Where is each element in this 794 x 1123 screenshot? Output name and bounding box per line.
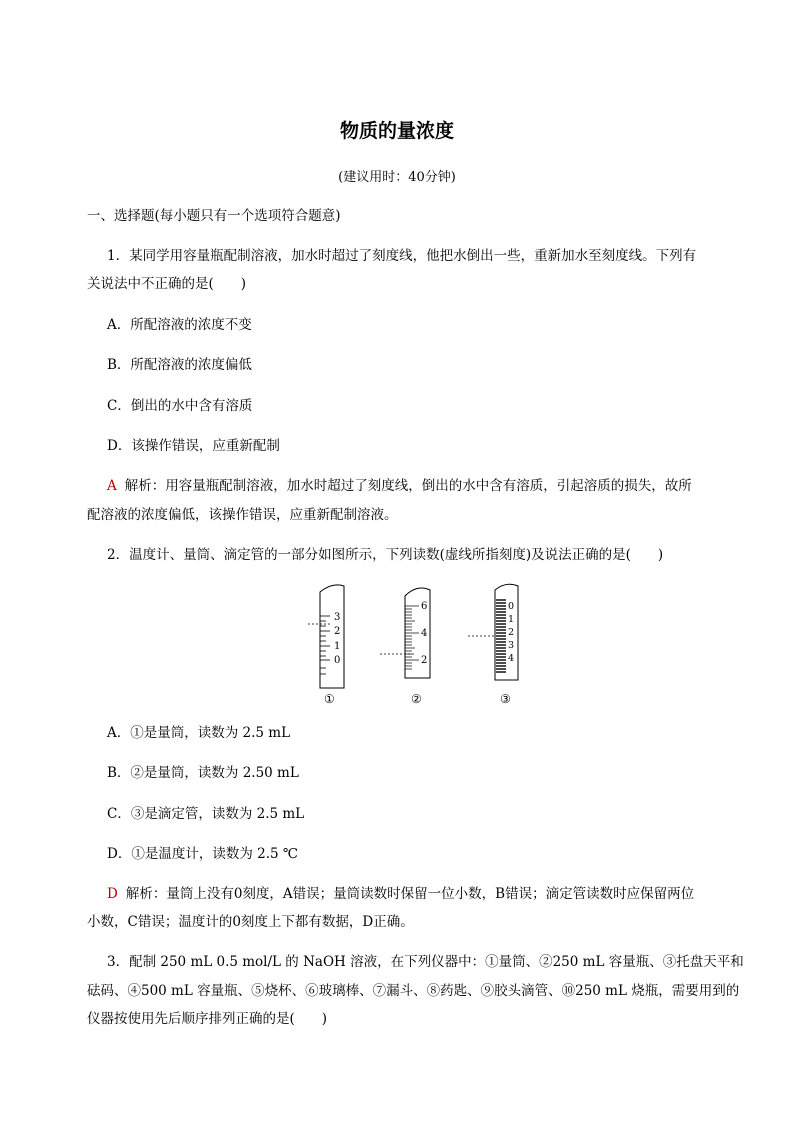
q2-option-b: B．②是量筒，读数为 2.50 mL bbox=[107, 765, 299, 781]
instrument-2 bbox=[380, 588, 430, 706]
page-title: 物质的量浓度 bbox=[339, 120, 454, 142]
scale2-label: 4 bbox=[421, 628, 428, 639]
q2-option-d: D．①是温度计，读数为 2.5 ℃ bbox=[107, 846, 298, 862]
instrument-1 bbox=[308, 585, 344, 706]
scale3-label: 3 bbox=[508, 640, 515, 651]
q1-stem-line2: 关说法中不正确的是( ) bbox=[87, 276, 247, 292]
q1-option-b: B．所配溶液的浓度偏低 bbox=[107, 357, 252, 373]
q2-analysis-line2: 小数，C错误；温度计的0刻度上下都有数据，D正确。 bbox=[87, 914, 414, 930]
scale3-label: 1 bbox=[508, 614, 515, 625]
section-heading: 一、选择题(每小题只有一个选项符合题意) bbox=[87, 208, 341, 224]
q1-analysis-line2: 配溶液的浓度偏低，该操作错误，应重新配制溶液。 bbox=[87, 507, 398, 523]
q1-option-a: A．所配溶液的浓度不变 bbox=[107, 317, 252, 333]
figure-label-1: ① bbox=[324, 692, 335, 706]
scale1-label: 2 bbox=[334, 626, 341, 637]
measuring-instruments-figure bbox=[300, 578, 530, 708]
q1-answer: A bbox=[107, 478, 117, 494]
figure-label-3: ③ bbox=[500, 692, 511, 706]
q2-answer: D bbox=[107, 886, 118, 902]
instrument-3 bbox=[468, 584, 518, 706]
q1-option-c: C．倒出的水中含有溶质 bbox=[107, 398, 253, 414]
scale3-label: 0 bbox=[508, 601, 515, 612]
scale1-label: 0 bbox=[334, 655, 341, 666]
figure-label-2: ② bbox=[411, 692, 422, 706]
q2-analysis-text: 解析：量筒上没有0刻度，A错误；量筒读数时保留一位小数，B错误；滴定管读数时应保留两位 bbox=[125, 886, 695, 902]
q3-line2: 砝码、④500 mL 容量瓶、⑤烧杯、⑥玻璃棒、⑦漏斗、⑧药匙、⑨胶头滴管、⑩250 mL 烧瓶，需要用到的 bbox=[87, 983, 740, 999]
scale3-label: 2 bbox=[508, 627, 515, 638]
scale1-label: 3 bbox=[334, 612, 341, 623]
q3-line3: 仪器按使用先后顺序排列正确的是( ) bbox=[87, 1011, 328, 1027]
page-subtitle: (建议用时：40分钟) bbox=[338, 170, 456, 185]
q2-analysis-line1 bbox=[107, 880, 727, 908]
q1-stem-line1: 1．某同学用容量瓶配制溶液，加水时超过了刻度线，他把水倒出一些，重新加水至刻度线。下列有 bbox=[107, 248, 697, 264]
q1-option-d: D．该操作错误，应重新配制 bbox=[107, 438, 280, 454]
scale3-label: 4 bbox=[508, 653, 515, 664]
q2-stem: 2．温度计、量筒、滴定管的一部分如图所示，下列读数(虚线所指刻度)及说法正确的是( ) bbox=[107, 547, 664, 563]
scale1-label: 1 bbox=[334, 641, 341, 652]
q1-analysis-text: 解析：用容量瓶配制溶液，加水时超过了刻度线，倒出的水中含有溶质，引起溶质的损失，故所 bbox=[124, 478, 692, 494]
scale2-label: 2 bbox=[421, 655, 428, 666]
q3-line1: 3．配制 250 mL 0.5 mol/L 的 NaOH 溶液，在下列仪器中：①量筒、②250 mL 容量瓶、③托盘天平和 bbox=[107, 954, 744, 970]
q2-option-c: C．③是滴定管，读数为 2.5 mL bbox=[107, 806, 305, 822]
q1-analysis-line1 bbox=[107, 472, 727, 500]
q2-option-a: A．①是量筒，读数为 2.5 mL bbox=[107, 725, 291, 741]
scale2-label: 6 bbox=[421, 601, 428, 612]
